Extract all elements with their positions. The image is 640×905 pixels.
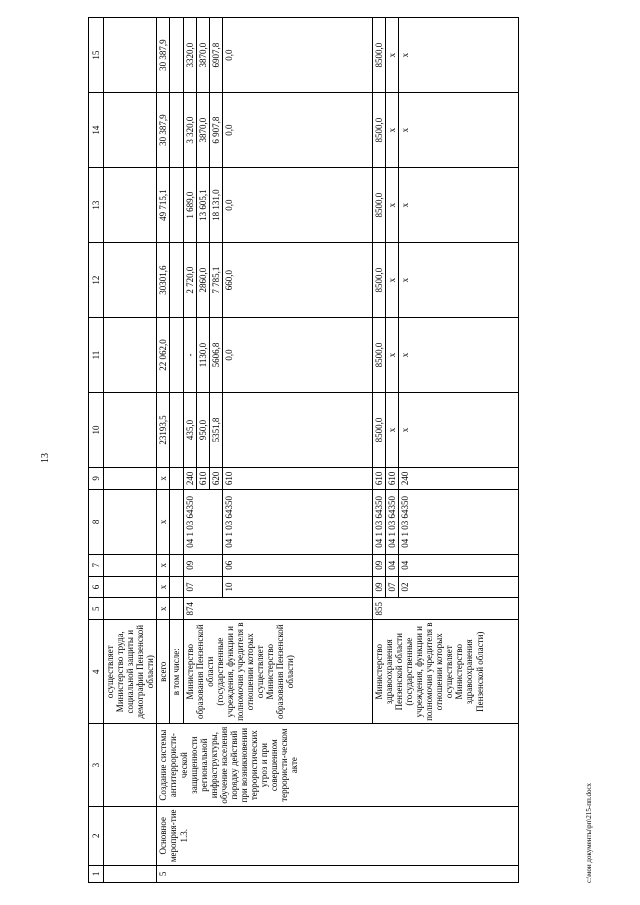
value-cell: х xyxy=(385,93,398,168)
csr-cell: 04 1 03 64350 xyxy=(385,489,398,554)
vr-cell: 240 xyxy=(183,468,196,490)
activity-description: Создание системы антитеррористи-ческой защищенности региональной инфраструктуры, обучение населения порядку действий при возникновении террористических угроз и при совершенном террористи-ческом акте xyxy=(157,724,519,807)
value-cell: 6907,8 xyxy=(209,18,222,93)
header-cell: 14 xyxy=(89,93,104,168)
health-grbs: 855 xyxy=(372,598,518,620)
value-cell: 8500,0 xyxy=(372,93,385,168)
value-cell: 7 785,1 xyxy=(209,243,222,318)
rz-cell: 07 xyxy=(385,576,398,598)
value-cell: 5606,8 xyxy=(209,318,222,393)
value-cell: 13 605,1 xyxy=(196,168,209,243)
value-cell: 3320,0 xyxy=(183,18,196,93)
header-cell: 10 xyxy=(89,393,104,468)
total-value: 30 387,9 xyxy=(157,18,170,93)
header-cell: 8 xyxy=(89,489,104,554)
vr-cell: 610 xyxy=(196,468,209,490)
value-cell xyxy=(222,393,372,468)
header-cell: 4 xyxy=(89,620,104,724)
vr-cell: 610 xyxy=(222,468,372,490)
header-cell: 1 xyxy=(89,865,104,882)
header-cell: 5 xyxy=(89,598,104,620)
total-csr: х xyxy=(157,489,170,554)
csr-cell: 04 1 03 64350 xyxy=(372,489,385,554)
header-cell: 6 xyxy=(89,576,104,598)
value-cell: 8500,0 xyxy=(372,168,385,243)
vr-cell: 620 xyxy=(209,468,222,490)
value-cell: 18 131,0 xyxy=(209,168,222,243)
value-cell: 1130,0 xyxy=(196,318,209,393)
total-vr: х xyxy=(157,468,170,490)
budget-table xyxy=(88,17,519,883)
value-cell: 8500,0 xyxy=(372,393,385,468)
value-cell: х xyxy=(385,393,398,468)
activity-name: Основное мероприя-тие 1.3. xyxy=(157,806,519,865)
header-cell: 13 xyxy=(89,168,104,243)
vr-cell: 240 xyxy=(398,468,518,490)
value-cell: х xyxy=(385,243,398,318)
total-label: всего xyxy=(157,620,170,724)
header-cell: 2 xyxy=(89,806,104,865)
footer-file-path: c:\мои документы\рп\215-пп.docx xyxy=(585,782,593,883)
page-number: 13 xyxy=(40,453,51,463)
value-cell: 435,0 xyxy=(183,393,196,468)
value-cell: 950,0 xyxy=(196,393,209,468)
header-row xyxy=(89,18,104,883)
header-cell: 7 xyxy=(89,554,104,576)
total-value: 23193,5 xyxy=(157,393,170,468)
rz-cell: 10 xyxy=(222,576,372,598)
value-cell: х xyxy=(398,93,518,168)
pr-cell: 06 xyxy=(222,554,372,576)
pr-cell: 04 xyxy=(385,554,398,576)
value-cell: 0,0 xyxy=(222,318,372,393)
value-cell: х xyxy=(398,243,518,318)
value-cell: 2 720,0 xyxy=(183,243,196,318)
value-cell: х xyxy=(398,318,518,393)
header-cell: 15 xyxy=(89,18,104,93)
total-pr: х xyxy=(157,554,170,576)
health-executor: Министерство здравоохранения Пензенской области (государственные учреждения, функции и полномочия учредителя в отношении которых осуществляет Министерство здравоохранения Пензенской области) xyxy=(372,620,518,724)
carry-over-row xyxy=(104,18,157,883)
carry-executor: осуществляет Министерство труда, социальной защиты и демографии Пензенской области) xyxy=(104,620,157,724)
education-grbs: 874 xyxy=(183,598,372,620)
total-value: 22 062,0 xyxy=(157,318,170,393)
row-number: 5 xyxy=(157,865,519,882)
total-rz: х xyxy=(157,576,170,598)
education-executor: Министерство образования Пензенской области (государственные учреждения, функции и полномочия учредителя в отношении которых осуществляет Министерство образования Пензенской области) xyxy=(183,620,372,724)
vr-cell: 610 xyxy=(372,468,385,490)
value-cell: 660,0 xyxy=(222,243,372,318)
total-value: 49 715,1 xyxy=(157,168,170,243)
value-cell: 0,0 xyxy=(222,168,372,243)
csr-cell: 04 1 03 64350 xyxy=(398,489,518,554)
total-row xyxy=(157,18,170,883)
rz-cell: 09 xyxy=(372,576,385,598)
value-cell: х xyxy=(398,18,518,93)
value-cell: 5351,8 xyxy=(209,393,222,468)
value-cell: - xyxy=(183,318,196,393)
header-cell: 3 xyxy=(89,724,104,807)
header-cell: 9 xyxy=(89,468,104,490)
pr-cell: 09 xyxy=(183,554,222,576)
value-cell: 0,0 xyxy=(222,18,372,93)
incl-label: в том числе: xyxy=(170,620,183,724)
value-cell: х xyxy=(398,168,518,243)
pr-cell: 09 xyxy=(372,554,385,576)
value-cell: 3870,0 xyxy=(196,93,209,168)
value-cell: 3870,0 xyxy=(196,18,209,93)
value-cell: 8500,0 xyxy=(372,243,385,318)
header-cell: 12 xyxy=(89,243,104,318)
value-cell: 2860,0 xyxy=(196,243,209,318)
header-cell: 11 xyxy=(89,318,104,393)
value-cell: х xyxy=(385,318,398,393)
rz-cell: 07 xyxy=(183,576,222,598)
total-grbs: х xyxy=(157,598,170,620)
vr-cell: 610 xyxy=(385,468,398,490)
value-cell: 0,0 xyxy=(222,93,372,168)
csr-cell: 04 1 03 64350 xyxy=(222,489,372,554)
csr-cell: 04 1 03 64350 xyxy=(183,489,222,554)
value-cell: 8500,0 xyxy=(372,18,385,93)
total-value: 30 387,9 xyxy=(157,93,170,168)
value-cell: 8500,0 xyxy=(372,318,385,393)
value-cell: х xyxy=(398,393,518,468)
total-value: 30301,6 xyxy=(157,243,170,318)
value-cell: 6 907,8 xyxy=(209,93,222,168)
pr-cell: 04 xyxy=(398,554,518,576)
rz-cell: 02 xyxy=(398,576,518,598)
value-cell: х xyxy=(385,18,398,93)
value-cell: 1 689,0 xyxy=(183,168,196,243)
value-cell: 3 320,0 xyxy=(183,93,196,168)
value-cell: х xyxy=(385,168,398,243)
